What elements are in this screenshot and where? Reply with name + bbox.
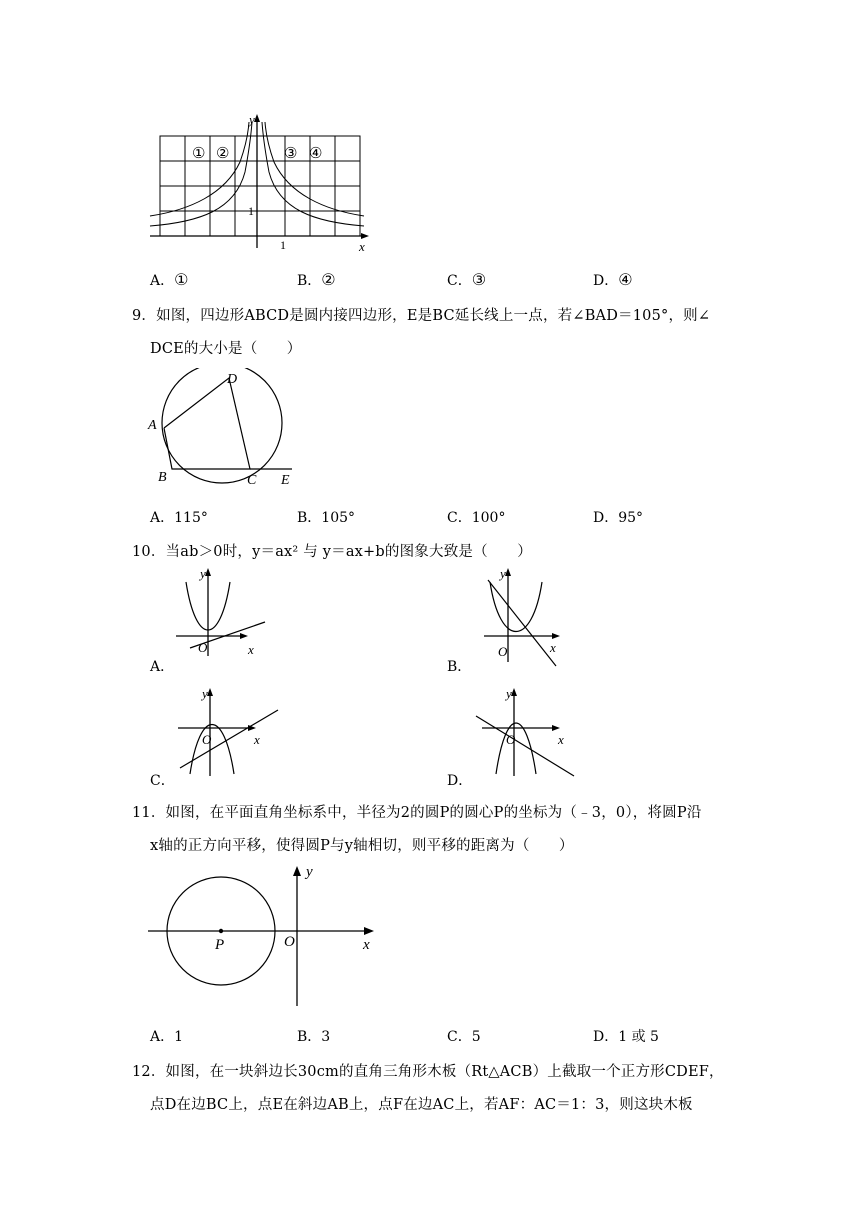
q8-option-d[interactable] — [593, 270, 633, 290]
q8-option-c[interactable] — [447, 270, 486, 290]
circled-label-3: ③ — [284, 146, 298, 162]
q12-stem-line-1: 12．如图，在一块斜边长30cm的直角三角形木板（Rt△ACB）上截取一个正方形CDEF， — [132, 1064, 724, 1080]
q10-stem-line-1: 10．当ab＞0时，y＝ax² 与 y＝ax+b的图象大致是（ ） — [132, 544, 532, 560]
option-letter: C． — [447, 1029, 472, 1045]
label-b: B — [158, 470, 167, 485]
y-tick-label: 1 — [248, 204, 254, 218]
x-label: x — [254, 732, 260, 747]
q10-option-c[interactable]: C． — [150, 773, 175, 789]
y-label: y — [202, 686, 208, 701]
q8-option-a[interactable] — [150, 270, 188, 290]
origin-label: O — [284, 934, 295, 950]
x-label: x — [248, 642, 254, 657]
x-label: x — [558, 732, 564, 747]
q12-stem-line-2: 点D在边BC上，点E在斜边AB上，点F在边AC上，若AF：AC＝1：3，则这块木板 — [150, 1097, 693, 1113]
q10-graph-c — [170, 684, 280, 780]
q11-option-b[interactable] — [297, 1026, 330, 1046]
option-text: 105° — [321, 510, 356, 526]
q10-option-d[interactable]: D． — [447, 773, 473, 789]
q9-stem-line-1: 9．如图，四边形ABCD是圆内接四边形，E是BC延长线上一点，若∠BAD＝105°，则∠ — [132, 308, 711, 324]
y-label: y — [200, 566, 206, 581]
option-letter: C． — [447, 510, 472, 526]
x-tick-label: 1 — [280, 238, 286, 252]
option-text: 95° — [618, 510, 644, 526]
q10-graph-d — [474, 684, 578, 780]
option-text: 100° — [471, 510, 506, 526]
origin-label: O — [202, 732, 212, 747]
origin-label: O — [198, 640, 208, 655]
option-letter: B． — [297, 273, 322, 289]
option-text: 3 — [321, 1029, 331, 1045]
option-text: 115° — [174, 510, 208, 526]
q10-option-b[interactable]: B． — [447, 659, 472, 675]
origin-label: O — [506, 732, 516, 747]
q11-option-c[interactable] — [447, 1026, 481, 1046]
p-label: P — [215, 937, 225, 953]
q8-option-b[interactable] — [297, 270, 336, 290]
label-d: D — [227, 372, 238, 387]
q9-option-b[interactable] — [297, 507, 355, 527]
label-c: C — [247, 473, 257, 488]
y-axis-label: y — [249, 112, 255, 127]
origin-label: O — [498, 644, 508, 659]
q11-stem-line-1: 11．如图，在平面直角坐标系中，半径为2的圆P的圆心P的坐标为（﹣3，0），将圆P沿 — [132, 805, 702, 821]
x-label: x — [363, 937, 370, 953]
q11-option-a[interactable] — [150, 1026, 183, 1046]
q8-hyperbola-grid-figure — [145, 112, 375, 252]
q11-circle-translation-figure — [146, 860, 382, 1010]
option-letter: B． — [297, 510, 322, 526]
q9-option-d[interactable] — [593, 507, 643, 527]
label-e: E — [281, 473, 290, 488]
q10-graph-b — [478, 566, 578, 670]
label-a: A — [148, 418, 157, 433]
y-label: y — [506, 686, 512, 701]
q9-option-a[interactable] — [150, 507, 208, 527]
q11-stem-line-2: x轴的正方向平移，使得圆P与y轴相切，则平移的距离为（ ） — [150, 838, 574, 854]
y-label: y — [500, 566, 506, 581]
circled-label-2: ② — [216, 146, 230, 162]
option-text: ③ — [471, 270, 487, 289]
circled-label-1: ① — [192, 146, 206, 162]
quadrilateral — [164, 378, 250, 469]
option-text: 5 — [471, 1029, 481, 1045]
option-letter: A． — [150, 510, 175, 526]
option-text: ② — [321, 270, 336, 289]
circle — [162, 368, 282, 483]
q9-stem-line-2: DCE的大小是（ ） — [150, 341, 302, 357]
q10-graph-a — [170, 566, 270, 662]
q9-option-c[interactable] — [447, 507, 505, 527]
x-label: x — [550, 640, 556, 655]
circled-label-4: ④ — [309, 146, 323, 162]
q11-option-d[interactable] — [593, 1026, 659, 1046]
option-letter: D． — [593, 510, 619, 526]
x-axis-label: x — [359, 239, 365, 252]
y-label: y — [306, 864, 313, 880]
option-text: ④ — [618, 270, 633, 289]
option-text: 1 — [174, 1029, 184, 1045]
option-letter: D． — [593, 1029, 619, 1045]
option-letter: A． — [150, 1029, 175, 1045]
q10-option-a[interactable]: A． — [150, 659, 175, 675]
option-text: 1 或 5 — [618, 1029, 659, 1045]
q9-cyclic-quadrilateral-figure — [142, 368, 302, 490]
axes — [150, 118, 365, 248]
y-axis-arrow — [254, 114, 260, 122]
option-letter: A． — [150, 273, 175, 289]
option-text: ① — [174, 270, 189, 289]
center-p — [219, 929, 223, 933]
option-letter: D． — [593, 273, 619, 289]
option-letter: C． — [447, 273, 472, 289]
option-letter: B． — [297, 1029, 322, 1045]
